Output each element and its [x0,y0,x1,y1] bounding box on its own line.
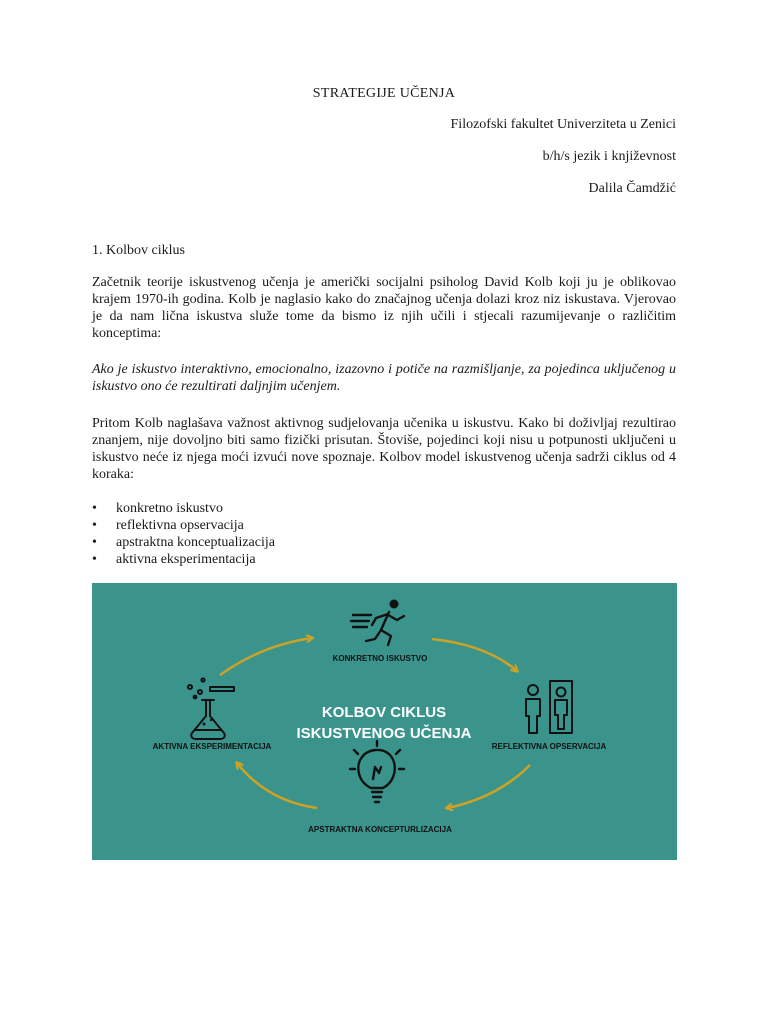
people-mirror-icon [526,681,572,733]
faculty-line: Filozofski fakultet Univerziteta u Zenici [450,117,676,132]
arrow-top-to-right [432,639,517,671]
program-line: b/h/s jezik i književnost [542,149,676,164]
list-item: • konkretno iskustvo [92,500,275,517]
list-item: • aktivna eksperimentacija [92,551,275,568]
author-line: Dalila Čamdžić [588,181,676,196]
steps-list [92,500,275,568]
step-right-label: REFLEKTIVNA OPSERVACIJA [491,742,607,751]
arrow-left-to-top [220,638,312,675]
document-title: STRATEGIJE UČENJA [312,86,456,101]
quote-paragraph: Ako je iskustvo interaktivno, emocionalno, izazovno i potiče na razmišljanje, za pojedinca uključenog u iskustvo ono će rezultirati daljnjim učenjem. [92,362,676,394]
section-heading: 1. Kolbov ciklus [92,243,185,258]
lab-flask-icon [188,678,234,739]
lightbulb-icon [350,741,404,802]
running-person-icon [351,600,404,646]
arrow-bottom-to-left [237,763,317,808]
arrow-right-to-bottom [447,765,530,808]
diagram-title-line-2: ISKUSTVENOG UČENJA [296,725,472,742]
step-bottom-label: APSTRAKTNA KONCEPTURLIZACIJA [308,825,452,834]
paragraph-kolb-model: Pritom Kolb naglašava važnost aktivnog sudjelovanja učenika u iskustvu. Kako bi doživljaj rezultirao znanjem, nije dovoljno biti samo fizički prisutan. Štoviše, pojedinci koji nisu u potpunosti uključeni u iskustvo neće iz njega moći izvući nove spoznaje. Kolbov model iskustvenog učenja sadrži ciklus od 4 koraka: [92,416,676,482]
step-top-label: KONKRETNO ISKUSTVO [332,654,428,663]
list-item: • reflektivna opservacija [92,517,275,534]
paragraph-intro: Začetnik teorije iskustvenog učenja je američki socijalni psiholog David Kolb koji ju je oblikovao krajem 1970-ih godina. Kolb je naglasio kako do značajnog učenja dolazi kroz niz iskustava. Vjerovao je da nam lična iskustva služe tome da bismo iz njih učili i stjecali razumijevanje o različitim konceptima: [92,275,676,341]
kolb-cycle-diagram [92,583,677,860]
step-left-label: AKTIVNA EKSPERIMENTACIJA [152,742,272,751]
list-item: • apstraktna konceptualizacija [92,534,275,551]
diagram-title-line-1: KOLBOV CIKLUS [321,704,447,721]
